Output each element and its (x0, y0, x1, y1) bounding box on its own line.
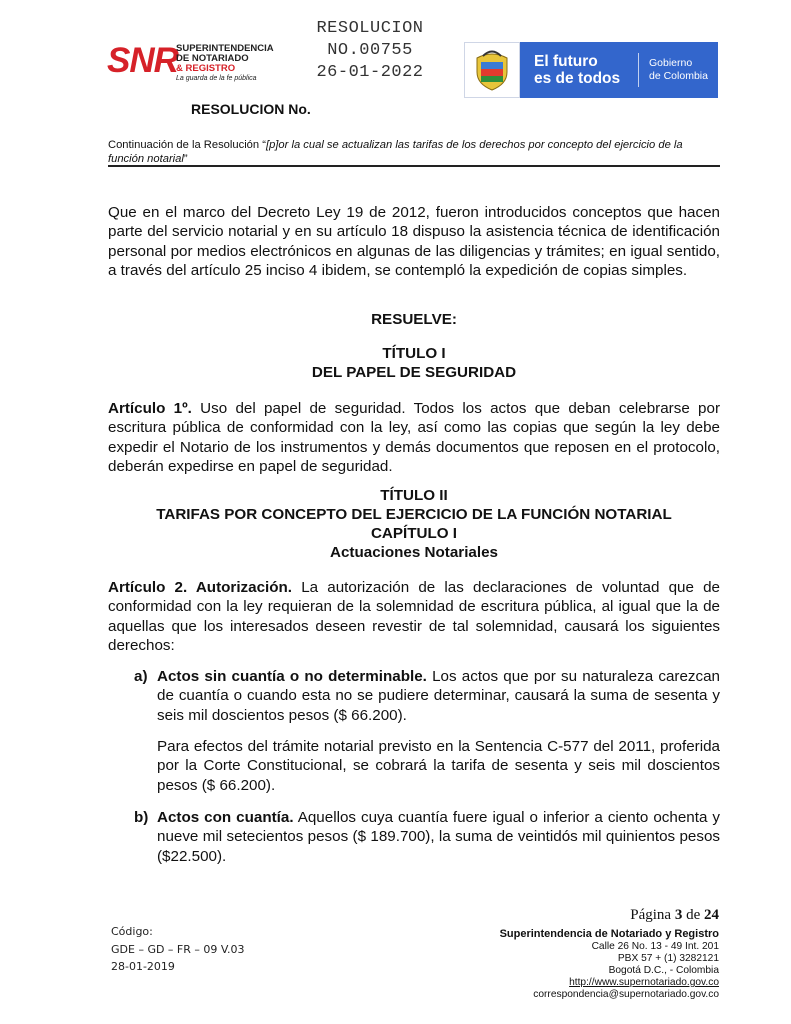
stamp-line-2: NO.00755 (327, 41, 413, 60)
code-value: GDE – GD – FR – 09 V.03 (111, 942, 245, 956)
continuation-suffix: ” (183, 153, 188, 165)
resolution-label: RESOLUCION No. (191, 101, 311, 117)
footer-street: Calle 26 No. 13 - 49 Int. 201 (591, 941, 719, 952)
list-item-a-label: Actos sin cuantía o no determinable. (157, 668, 427, 685)
titulo-2-heading: TÍTULO II (380, 487, 448, 504)
continuation-prefix: Continuación de la Resolución “ (108, 139, 266, 151)
header-divider (108, 165, 720, 167)
list-item-a-text: Los actos que por su naturaleza carezcan de cuantía o cuando esta no se pudiere determinar, causará la suma de sesenta y seis mil doscientos pesos ($ 66.200). (157, 668, 720, 724)
page-current: 3 (674, 907, 683, 923)
resuelve-heading: RESUELVE: (371, 311, 457, 328)
list-item-b-body (157, 808, 720, 866)
gov-banner-main (520, 42, 718, 98)
gov-slogan-line-1: El futuro (534, 53, 598, 70)
list-item-b-text: Aquellos cuya cuantía fuere igual o inferior a ciento ochenta y nueve mil setecientos pesos ($ 189.700), la suma de veintidós mil quinientos pesos ($22.500). (157, 809, 720, 865)
page-number (500, 907, 719, 924)
list-item-a-letter: a) (134, 668, 148, 685)
titulo-2-name: TARIFAS POR CONCEPTO DEL EJERCICIO DE LA FUNCIÓN NOTARIAL (156, 506, 672, 523)
document-code (111, 923, 244, 976)
gov-slogan-line-2: es de todos (534, 70, 621, 87)
intro-paragraph: Que en el marco del Decreto Ley 19 de 2012, fueron introducidos conceptos que hacen parte del servicio notarial y en su artículo 18 dispuso la asistencia técnica de identificación personal por medios electrónicos en algunas de las diligencias y trámites; en igual sentido, a través del artículo 25 inciso 4 ibidem, se contempló la expedición de copias simples. (108, 204, 720, 280)
capitulo-1-heading: CAPÍTULO I (370, 525, 458, 542)
page-prefix: Página (630, 907, 675, 923)
footer-org-name: Superintendencia de Notariado y Registro (499, 928, 719, 940)
coat-of-arms-icon (464, 42, 520, 98)
gov-name (649, 57, 708, 83)
article-1-label: Artículo 1º. (108, 400, 192, 417)
titulo-1-name: DEL PAPEL DE SEGURIDAD (311, 364, 517, 381)
footer-email[interactable]: correspondencia@supernotariado.gov.co (533, 989, 719, 1000)
capitulo-1-name: Actuaciones Notariales (330, 544, 498, 561)
snr-logo-tagline: La guarda de la fe pública (176, 75, 257, 82)
snr-logo-line-2: DE NOTARIADO (176, 53, 249, 64)
government-banner (464, 42, 718, 98)
page-mid: de (682, 907, 704, 923)
article-2-text: La autorización de las declaraciones de voluntad que de conformidad con la ley requieran de la solemnidad de escritura pública, al igual que la de aquellas que los interesados deseen revestir de tal solemnidad, causará los siguientes derechos: (108, 579, 720, 655)
footer-phone: PBX 57 + (1) 3282121 (617, 953, 719, 964)
stamp-line-1: RESOLUCION (316, 19, 424, 38)
list-item-a-extra (134, 737, 720, 795)
list-item-b (134, 808, 720, 866)
gov-banner-divider (638, 53, 639, 87)
article-1-paragraph (108, 399, 720, 477)
list-item-a-extra-text: Para efectos del trámite notarial previsto en la Sentencia C-577 del 2011, proferida por la Corte Constitucional, se cobrará la tarifa de sesenta y seis mil doscientos pesos ($ 66.200). (157, 738, 720, 794)
snr-logo-line-3: & REGISTRO (176, 63, 236, 74)
resolution-stamp (290, 18, 450, 84)
continuation-title: [p]or la cual se actualizan las tarifas de los derechos por concepto del ejercicio de la función notarial (108, 139, 683, 165)
article-1-text: Uso del papel de seguridad. Todos los actos que deban celebrarse por escritura pública de conformidad con la ley, así como las copias que según la ley debe expedir el Notario de los instrumentos y demás documentos que reposen en el protocolo, deberán expedirse en papel de seguridad. (108, 400, 720, 476)
footer-website-link[interactable]: http://www.supernotariado.gov.co (569, 977, 719, 988)
article-2-label: Artículo 2. Autorización. (108, 579, 293, 596)
list-item-a-body (157, 667, 720, 725)
gov-name-line-1: Gobierno (649, 57, 693, 69)
list-item-b-letter: b) (134, 809, 149, 826)
list-item-b-label: Actos con cuantía. (157, 809, 294, 826)
stamp-line-3: 26-01-2022 (316, 63, 424, 82)
code-date: 28-01-2019 (111, 960, 175, 973)
list-item-a (134, 667, 720, 725)
code-label: Código: (111, 925, 153, 938)
snr-logo-text (176, 44, 274, 84)
gov-slogan (520, 53, 634, 87)
snr-logo-mark: SNR (107, 41, 178, 80)
article-2-paragraph (108, 578, 720, 656)
gov-name-line-2: de Colombia (649, 70, 708, 82)
footer-address (420, 928, 719, 1001)
snr-logo (107, 41, 274, 84)
page-total: 24 (704, 907, 719, 923)
titulo-1-heading: TÍTULO I (382, 345, 446, 362)
footer-city: Bogotá D.C., - Colombia (608, 965, 719, 976)
continuation-line (108, 138, 720, 166)
snr-logo-line-1: SUPERINTENDENCIA (176, 43, 274, 54)
